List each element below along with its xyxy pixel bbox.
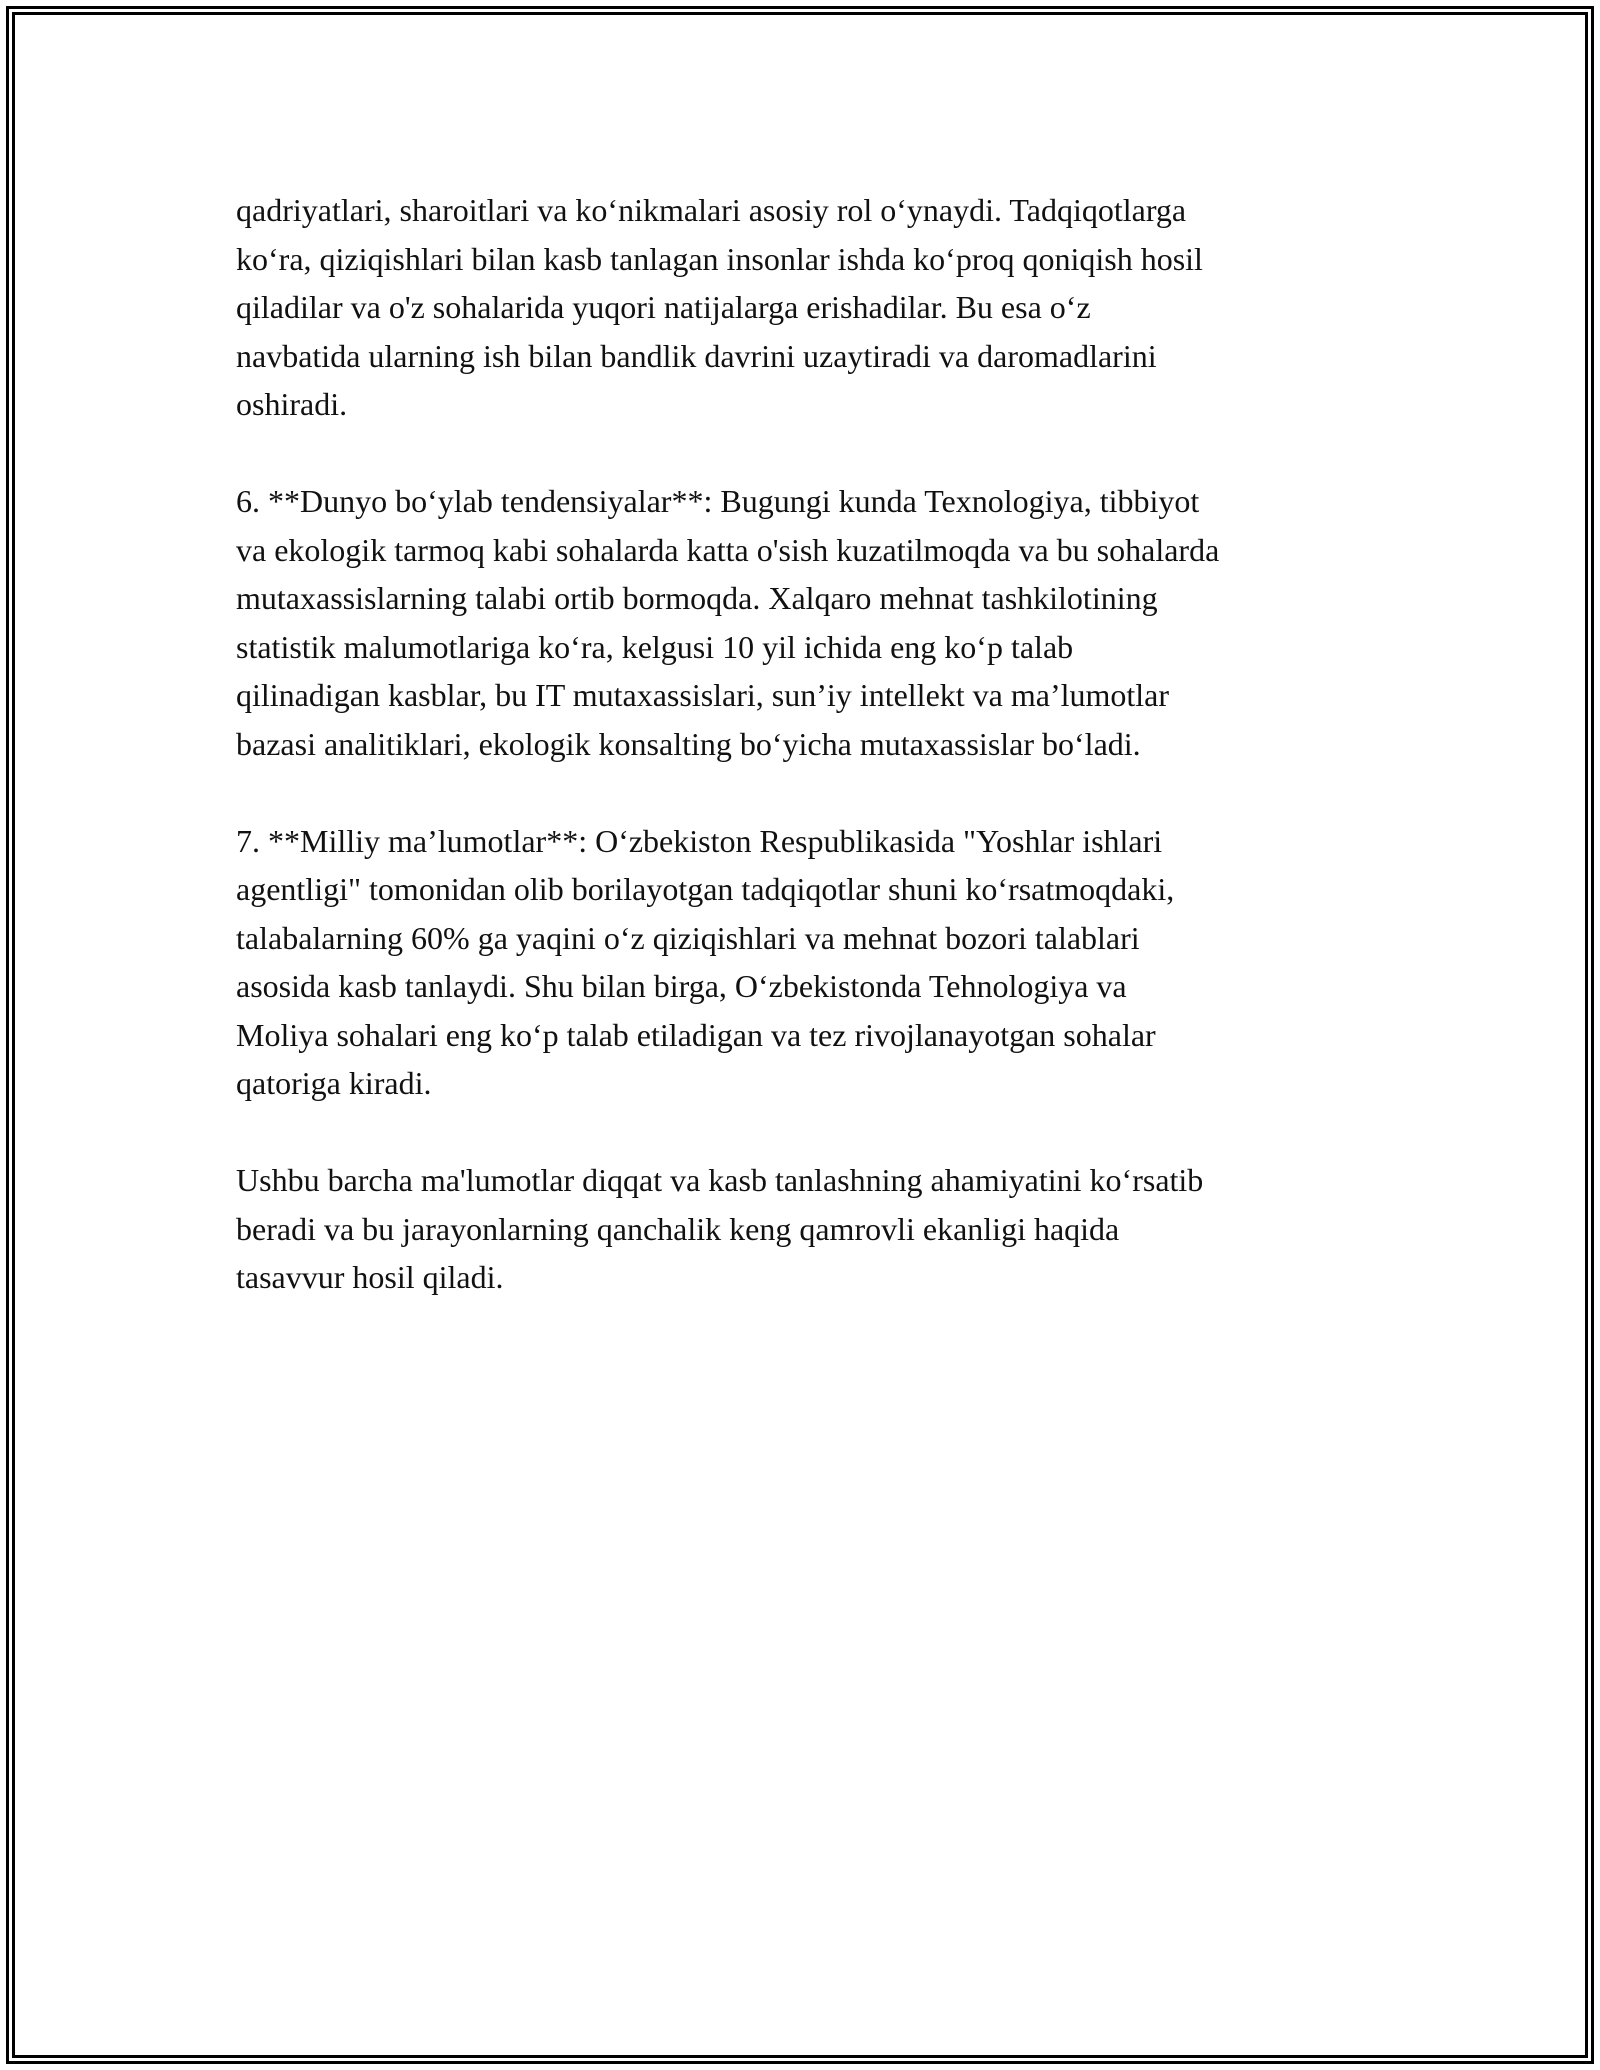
- paragraph-conclusion: Ushbu barcha ma'lumotlar diqqat va kasb tanlashning ahamiyatini ko‘rsatib beradi va bu jarayonlarning qanchalik keng qamrovli ekanligi haqida tasavvur hosil qiladi.: [236, 1162, 1204, 1295]
- paragraph-national-data: 7. **Milliy ma’lumotlar**: O‘zbekiston Respublikasida "Yoshlar ishlari agentligi" tomonidan olib borilayotgan tadqiqotlar shuni ko‘rsatmoqdaki, talabalarning 60% ga yaqini o‘z qiziqishlari va mehnat bozori talablari asosida kasb tanlaydi. Shu bilan birga, O‘zbekistonda Tehnologiya va Moliya sohalari eng ko‘p talab etiladigan va tez rivojlanayotgan sohalar qatoriga kiradi.: [236, 822, 1175, 1101]
- document-body: [236, 186, 1366, 1302]
- paragraph-career-values: qadriyatlari, sharoitlari va ko‘nikmalari asosiy rol o‘ynaydi. Tadqiqotlarga ko‘ra, qiziqishlari bilan kasb tanlagan insonlar ishda ko‘proq qoniqish hosil qiladilar va o'z sohalarida yuqori natijalarga erishadilar. Bu esa o‘z navbatida ularning ish bilan bandlik davrini uzaytiradi va daromadlarini oshiradi.: [236, 192, 1203, 422]
- paragraph-world-trends: 6. **Dunyo bo‘ylab tendensiyalar**: Bugungi kunda Texnologiya, tibbiyot va ekologik tarmoq kabi sohalarda katta o'sish kuzatilmoqda va bu sohalarda mutaxassislarning talabi ortib bormoqda. Xalqaro mehnat tashkilotining statistik malumotlariga ko‘ra, kelgusi 10 yil ichida eng ko‘p talab qilinadigan kasblar, bu IT mutaxassislari, sun’iy intellekt va ma’lumotlar bazasi analitiklari, ekologik konsalting bo‘yicha mutaxassislar bo‘ladi.: [236, 483, 1220, 762]
